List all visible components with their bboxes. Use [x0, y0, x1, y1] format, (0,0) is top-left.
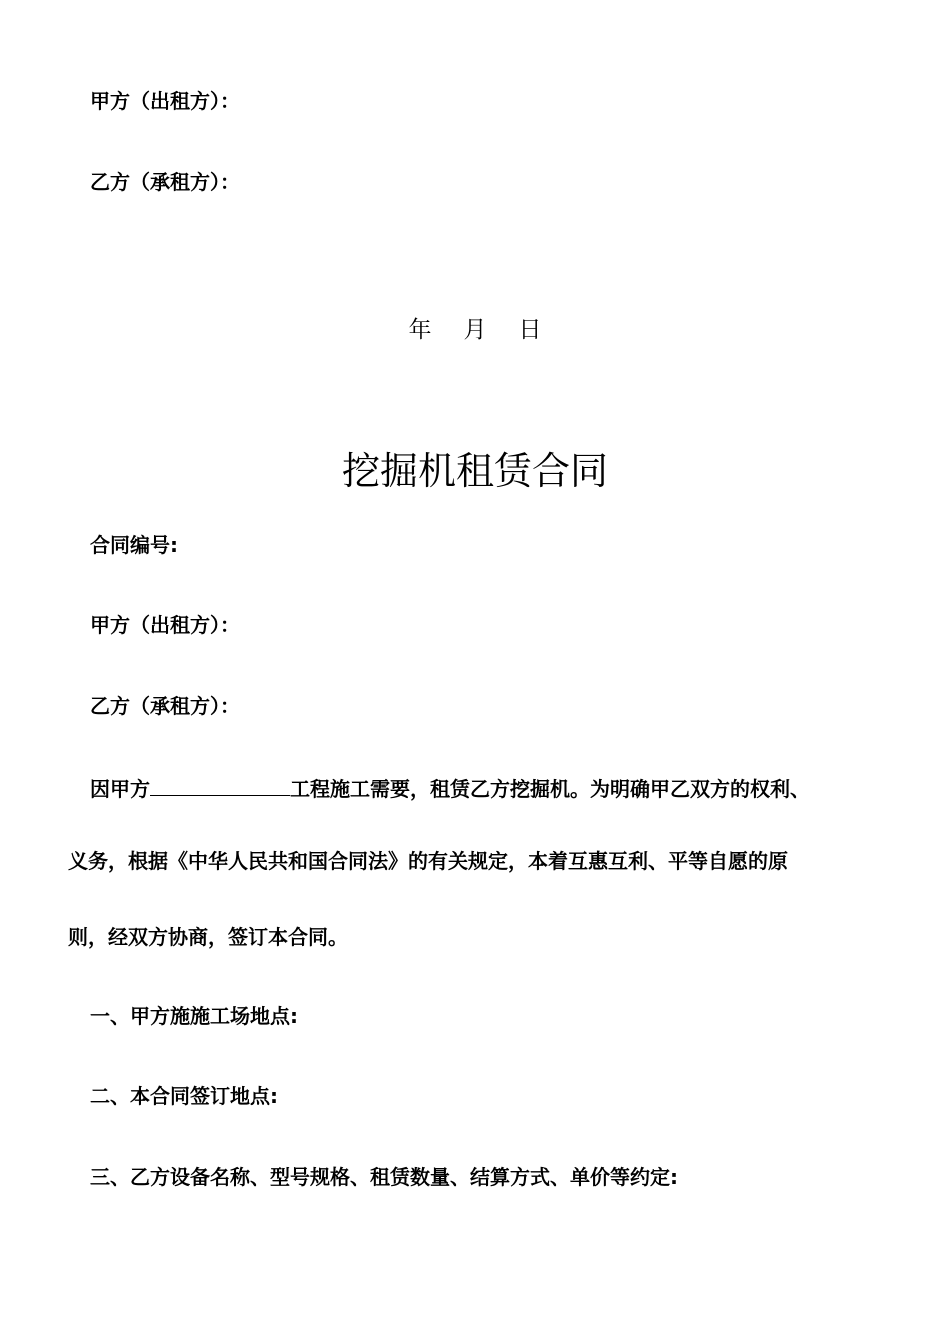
cover-party-a-label: 甲方（出租方）： [90, 89, 240, 113]
preamble-start: 因甲方 [90, 777, 150, 801]
preamble-line-1 [90, 775, 810, 801]
preamble-after-blank: 工程施工需要，租赁乙方挖掘机。为明确甲乙双方的权利、 [290, 777, 810, 801]
party-a-label: 甲方（出租方）： [90, 613, 240, 637]
preamble-line-3: 则，经双方协商，签订本合同。 [68, 925, 348, 949]
section-3-heading: 三、乙方设备名称、型号规格、租赁数量、结算方式、单价等约定: [90, 1165, 678, 1189]
section-2-heading: 二、本合同签订地点: [90, 1084, 278, 1108]
party-b-label: 乙方（承租方）： [90, 694, 240, 718]
contract-title: 挖掘机租赁合同 [341, 449, 608, 493]
contract-number-label: 合同编号: [90, 533, 178, 557]
cover-party-b-label: 乙方（承租方）： [90, 170, 240, 194]
date-day: 日 [518, 317, 542, 343]
date-line [0, 316, 950, 344]
preamble-line-2: 义务，根据《中华人民共和国合同法》的有关规定，本着互惠互利、平等自愿的原 [68, 849, 788, 873]
project-name-blank [150, 775, 290, 796]
date-year: 年 [408, 317, 432, 343]
section-1-heading: 一、甲方施施工场地点: [90, 1004, 298, 1028]
date-month: 月 [463, 317, 487, 343]
